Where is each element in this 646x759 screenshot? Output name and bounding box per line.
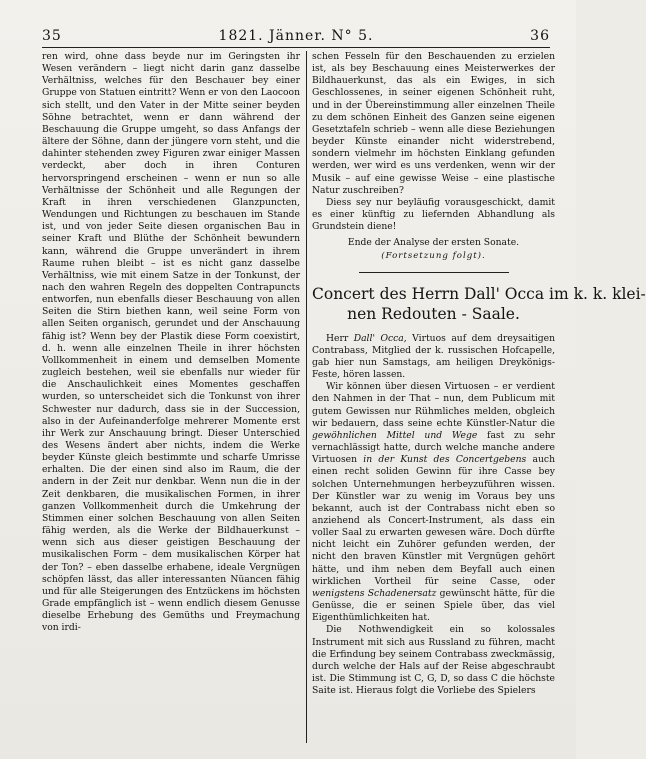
right-paragraph-3	[312, 333, 555, 382]
p3-text-b: , Virtuos auf dem dreysaitigen Contrabass, Mitglied der k. russischen Hofcapelle, gab hier nun Samstags, am heiligen Dreykönigs-Feste, hören lassen.	[312, 332, 556, 381]
concert-title-line-2: nen Redouten - Saale.	[347, 304, 520, 323]
p3-text-a: Herr	[326, 332, 354, 344]
continuation-note: (Fortsetzung folgt).	[381, 250, 486, 261]
running-header	[42, 28, 550, 46]
section-divider	[359, 272, 509, 273]
right-paragraph-2: Diess sey nur beyläufig vorausgeschickt, damit es einer künftig zu liefernden Abhandlung als Grundstein diene!	[312, 196, 555, 233]
right-column	[312, 51, 646, 749]
left-column	[42, 51, 300, 749]
p4-italic-3: wenigstens Schadenersatz	[312, 587, 437, 599]
column-divider	[306, 51, 307, 743]
p4-text-a: Wir können über diesen Virtuosen – er verdient den Nahmen in der That – nun, dem Publicum mit gutem Gewissen nur Rühmliches melden, obgleich wir bedauern, dass seine echte Künstler-Natur die	[312, 381, 555, 429]
p4-text-d: gewünscht hätte, für die Genüsse, die er seinen Spiele über, das viel Eigenthümlichkeiten hat.	[312, 587, 555, 624]
p4-text-c: auch einen recht soliden Gewinn für ihre Casse bey solchen Unternehmungen herbeyzuführen wissen. Der Künstler war zu wenig im Voraus bey uns bekannt, auch ist der Contrabass nicht eben so anziehend als Concert-Instrument, als dass ein voller Saal zu erwarten gewesen wäre. Doch dürfte nicht leicht ein Zuhörer gefunden werden, der nicht den braven Künstler mit Vergnügen gehört hätte, und ihm neben dem Beyfall auch einen wirklichen Vortheil für seine Casse, oder	[312, 454, 555, 587]
right-paragraph-1: schen Fesseln für den Beschauenden zu erzielen ist, als bey Beschauung eines Meisterwerkes der Bildhauerkunst, das als ein Ewiges, in sich Geschlossenes, in seiner eigenen Schönheit ruht, und in der Übereinstimmung aller einzelnen Theile zu dem schönen Einheit des Ganzen seine eigenen Gesetztafeln schrieb – wenn alle diese Beziehungen beyder Künste einander nicht widerstrebend, sondern vielmehr im höchsten Einklang gefunden werden, wer wird es uns verdenken, wenn wir der Musik – auf eine gewisse Weise – eine plastische Natur zuschreiben?	[312, 51, 555, 196]
section-end-note: Ende der Analyse der ersten Sonate.	[347, 237, 520, 249]
concert-title-line-1: Concert des Herrn Dall' Occa im k. k. klei-	[312, 284, 646, 303]
p4-italic-2: in der Kunst des Concertgebens	[363, 454, 527, 466]
issue-date-heading: 1821. Jänner. N° 5.	[218, 28, 374, 44]
p4-text-b: fast zu sehr vernachlässigt hatte, durch welche manche andere Virtuosen	[312, 429, 556, 466]
performer-name: Dall' Occa	[353, 332, 404, 344]
page-number-left: 35	[42, 28, 62, 44]
right-paragraph-5: Die Nothwendigkeit ein so kolossales Instrument mit sich aus Russland zu führen, macht die Erfindung bey seinem Contrabass zweckmässig, durch welche der Hals auf der Reise abgeschraubt ist. Die Stimmung ist C, G, D, so dass C die höchste Saite ist. Hieraus folgt die Vorliebe des Spielers	[312, 624, 555, 697]
header-rule	[42, 47, 550, 48]
page-number-right: 36	[530, 28, 550, 44]
right-paragraph-4	[312, 381, 555, 624]
p4-italic-1: gewöhnlichen Mittel und Wege	[312, 429, 478, 441]
left-column-text: ren wird, ohne dass beyde nur im Geringsten ihr Wesen verändern – liegt nicht darin ganz dasselbe Verhältniss, welches für den Beschauer bey einer Gruppe von Statuen eintritt? Wenn er von den Laocoon sich stellt, und den Vater in der Mitte seiner beyden Söhne betrachtet, wenn er dann während der Beschauung die Gruppe umgeht, so dass Anfangs der ältere der Söhne, dann der jüngere vorn steht, und die dahinter stehenden zwey Figuren zwar einiger Massen verdeckt, aber doch in ihren Conturen hervorspringend erscheinen – wenn er nun so alle Verhältnisse der Schönheit und alle Regungen der Kraft in ihren verschiedenen Glanzpuncten, Wendungen und Richtungen zu beschauen im Stande ist, und von jeder Seite diesen organischen Bau in seiner Kraft und Blüthe der Schönheit bewundern kann, während die Gruppe unverändert in ihrem Raume ruhen bleibt – ist es nicht ganz dasselbe Verhältniss, wie mit einem Satze in der Tonkunst, der nach den wahren Regeln des doppelten Contrapuncts entworfen, nun ebenfalls dieser Beschauung von allen Seiten die Stirn biethen kann, weil seine Form von allen Seiten organisch, gerundet und der Anschauung fähig ist? Wenn bey der Plastik diese Form coexistirt, d. h. wenn alle einzelnen Theile in ihrer höchsten Vollkommenheit in einem und demselben Momente zugleich bestehen, weil sie ebenfalls nur wieder für die Anschaulichkeit eines Momentes geschaffen wurden, so unterscheidet sich die Tonkunst von ihrer Schwester nur dadurch, dass sie in der Succession, also in der Aufeinanderfolge mehrerer Momente erst ihr Werk zur Anschauung bringt. Dieser Unterschied des Wesens ändert aber nichts, indem die Werke beyder Künste gleich bestimmte und scharfe Umrisse erhalten. Die der einen sind also im Raum, die der andern in der Zeit nur denkbar. Wenn nun die in der Zeit denkbaren, die musikalischen Formen, in ihrer ganzen Vollkommenheit durch die Umkehrung der Stimmen einer solchen Beschauung von allen Seiten fähig werden, als die Werke der Bildhauerkunst – wenn sich aus dieser geistigen Beschauung der musikalischen Form – dem musikalischen Körper hat der Ton? – eben dasselbe erhabene, ideale Vergnügen schöpfen lässt, das aller interessanten Nüancen fähig und für alle Steigerungen des Entzückens im höchsten Grade empfänglich ist – wenn endlich diesem Genusse dieselbe Erhebung des Gemüths und Freymachung von irdi-	[42, 51, 300, 634]
